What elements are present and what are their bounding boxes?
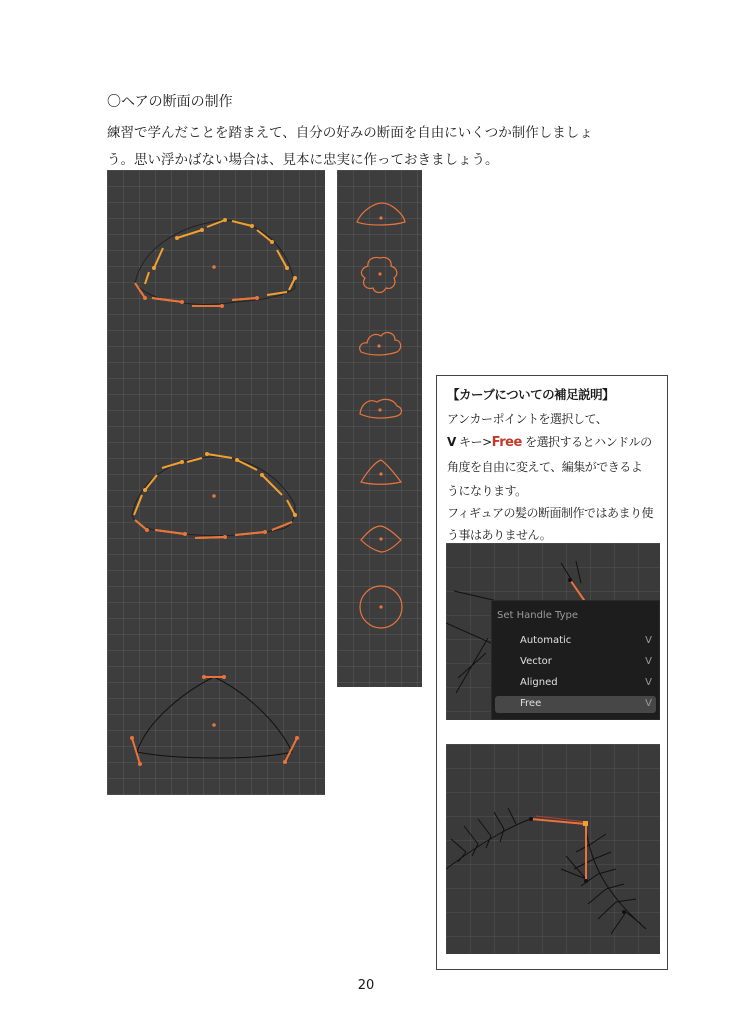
intro-line-1: 練習で学んだことを踏まえて、自分の好みの断面を自由にいくつか制作しましょ	[107, 125, 593, 141]
triangle-curve	[130, 675, 299, 766]
note-line-2-mid: キー>	[455, 435, 492, 449]
note-line-4: うになります。	[447, 484, 527, 498]
menu-item-label: Vector	[520, 656, 552, 667]
intro-line-2: う。思い浮かばない場合は、見本に忠実に作っておきましょう。	[107, 152, 499, 168]
menu-item-automatic[interactable]	[495, 633, 656, 650]
menu-item-aligned[interactable]	[495, 675, 656, 692]
menu-item-vector[interactable]	[495, 654, 656, 671]
free-handle-curve-screenshot	[446, 744, 660, 954]
supplementary-note-box	[436, 375, 668, 970]
note-line-1: アンカーポイントを選択して、	[447, 412, 608, 426]
menu-item-shortcut: V	[645, 677, 652, 688]
set-handle-type-menu	[491, 600, 660, 720]
blender-viewport-shapes	[337, 170, 422, 687]
menu-item-label: Aligned	[520, 677, 558, 688]
page-number: 20	[357, 978, 375, 993]
handle-type-menu-screenshot	[446, 543, 660, 720]
v-key-label: V	[447, 435, 456, 449]
section-heading: 〇ヘアの断面の制作	[107, 94, 233, 110]
shape-peak	[361, 460, 401, 484]
note-line-2	[447, 433, 652, 450]
menu-item-shortcut: V	[645, 656, 652, 667]
menu-item-shortcut: V	[645, 698, 652, 709]
note-title: 【カーブについての補足説明】	[447, 387, 615, 402]
menu-item-shortcut: V	[645, 635, 652, 646]
shape-rounded-triangle	[357, 203, 405, 225]
shape-cloud	[360, 333, 401, 355]
menu-item-label: Automatic	[520, 635, 572, 646]
menu-item-label: Free	[520, 698, 542, 709]
note-line-6: う事はありません。	[447, 528, 552, 542]
note-line-5: フィギュアの髪の断面制作ではあまり使	[447, 506, 654, 520]
curve-drawings	[107, 170, 325, 795]
blender-viewport-main	[107, 170, 325, 795]
menu-title: Set Handle Type	[497, 610, 579, 621]
menu-item-free[interactable]	[495, 696, 656, 713]
dome-curve-2	[132, 452, 297, 539]
free-highlight: Free	[491, 435, 522, 450]
note-line-2-end: を選択するとハンドルの	[521, 435, 652, 449]
dome-curve-1	[135, 218, 297, 308]
shape-samples	[337, 170, 422, 687]
note-line-3: 角度を自由に変えて、編集ができるよ	[447, 460, 643, 474]
